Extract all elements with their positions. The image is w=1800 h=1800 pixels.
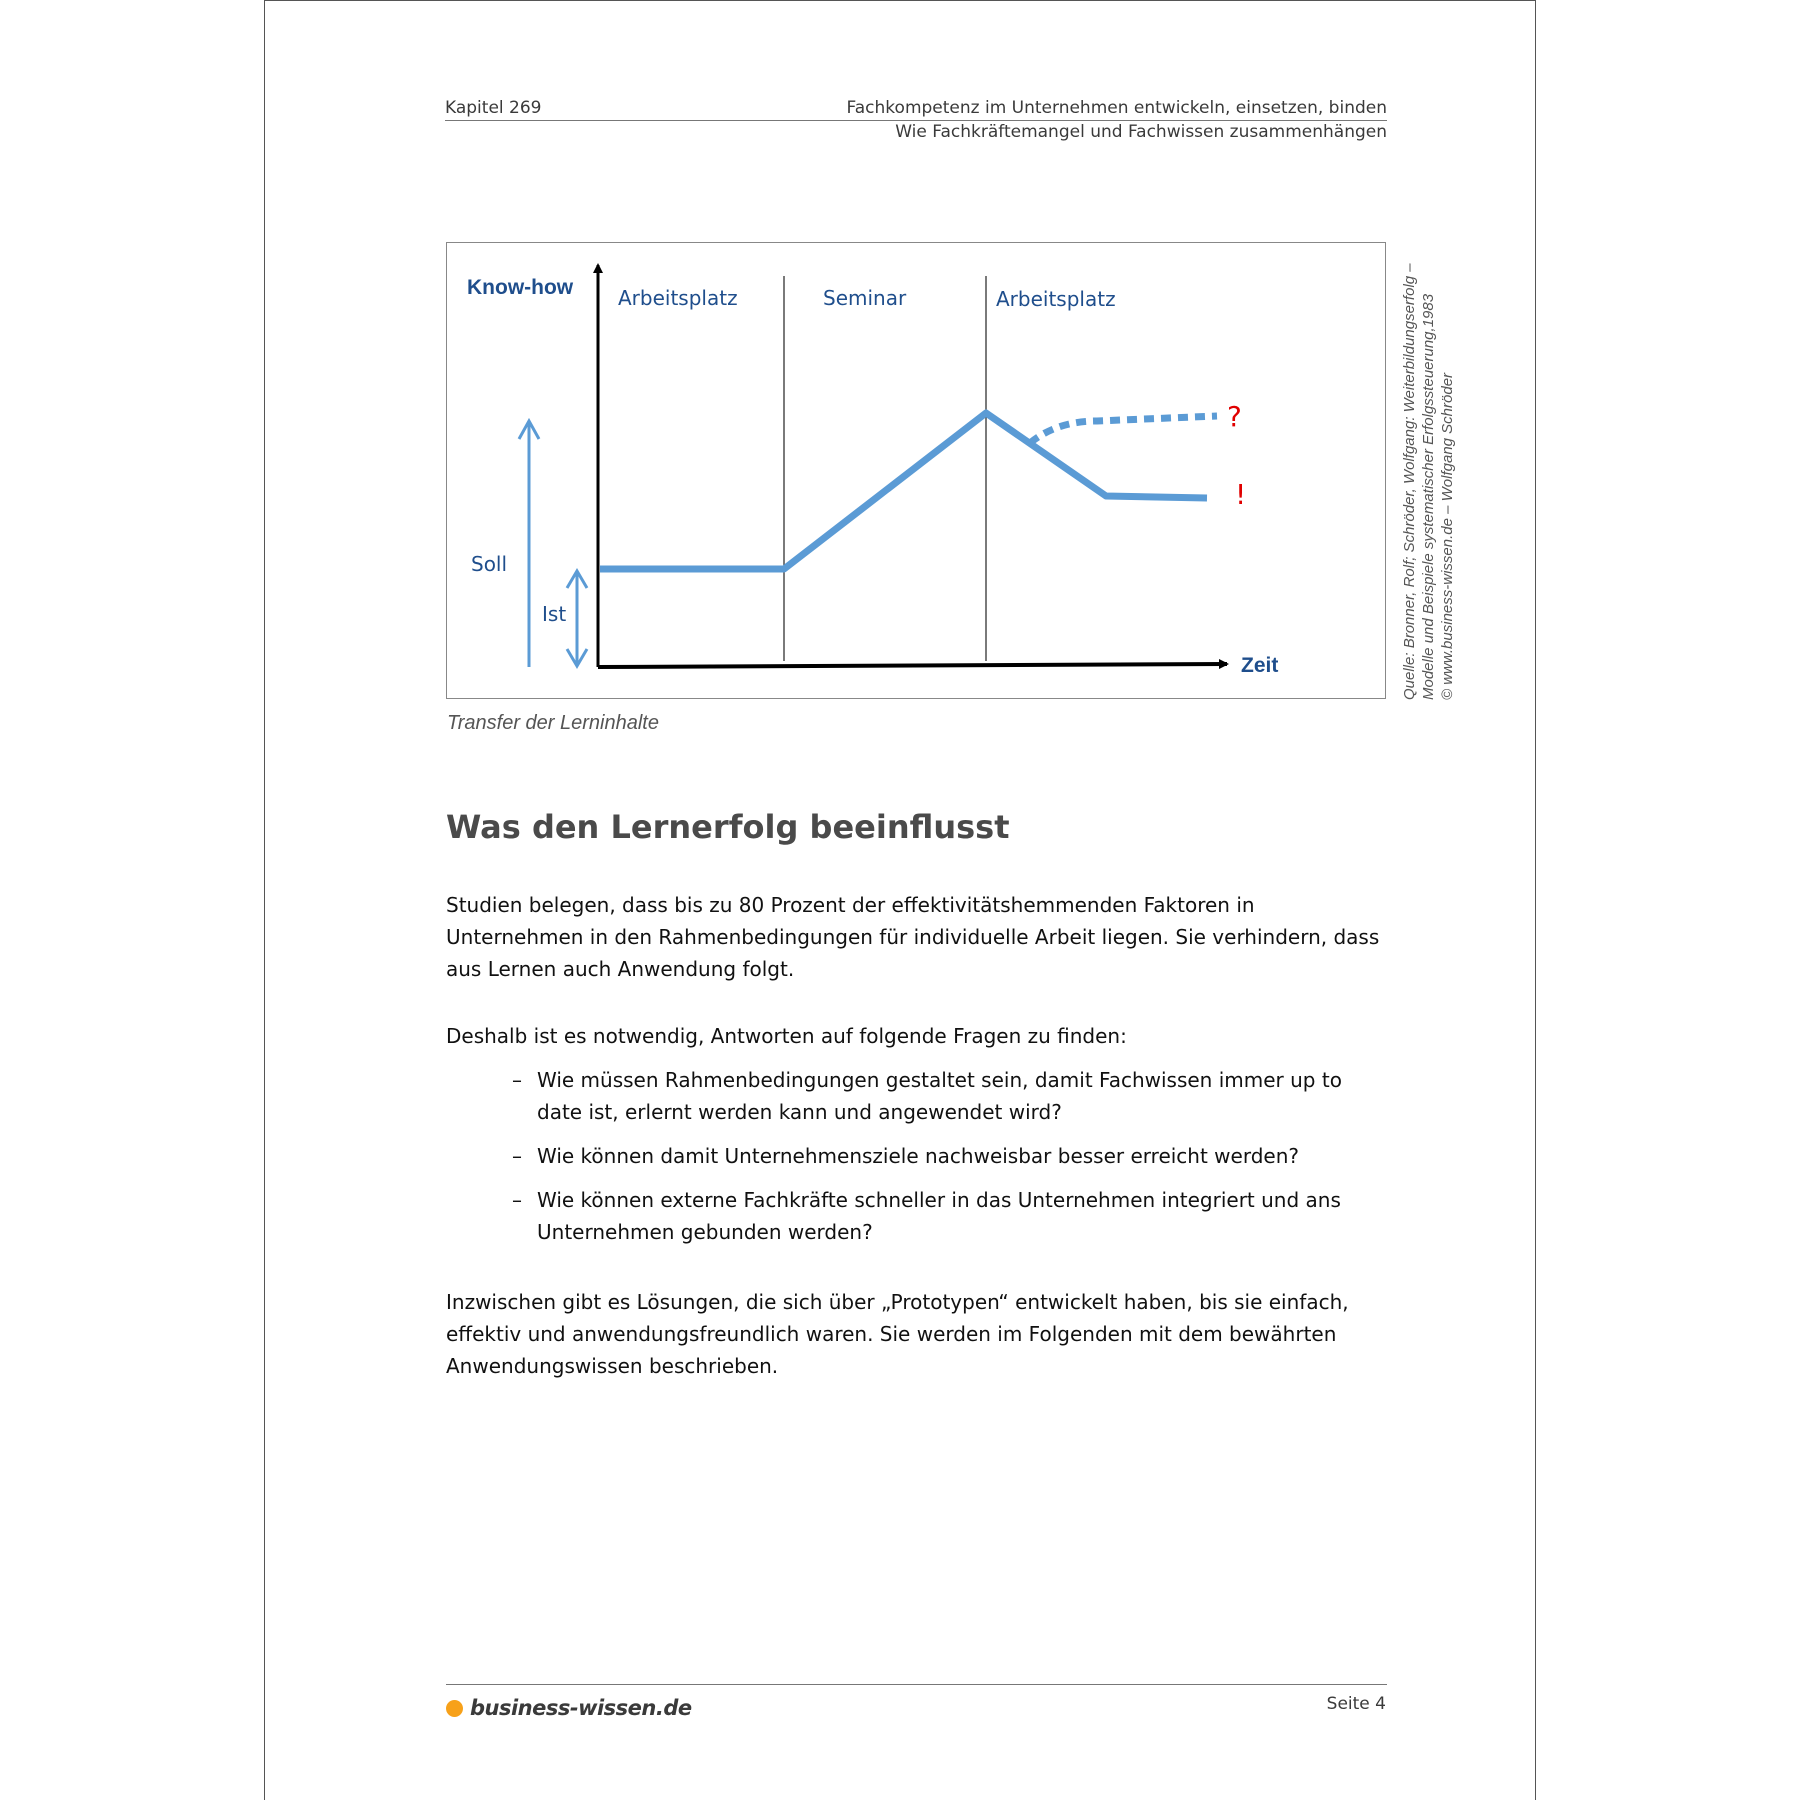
header-subtitle: Wie Fachkräftemangel und Fachwissen zusammenhängen — [895, 122, 1387, 142]
paragraph-3: Inzwischen gibt es Lösungen, die sich über „Prototypen“ entwickelt haben, bis sie einfach, effektiv und anwendungsfreundlich waren. Sie werden im Folgenden mit dem bewährten Anwendungswissen beschrieben. — [446, 1290, 1349, 1378]
knowhow-curve-hoped — [1030, 416, 1217, 443]
soll-label: Soll — [471, 552, 508, 576]
phase-label-3: Arbeitsplatz — [996, 287, 1116, 311]
figure-caption: Transfer der Lerninhalte — [447, 712, 659, 734]
transfer-diagram-svg — [447, 243, 1387, 700]
footer-divider — [446, 1684, 1387, 1685]
list-item: – Wie können damit Unternehmensziele nachweisbar besser erreicht werden? — [512, 1140, 1392, 1172]
footer-logo — [446, 1694, 692, 1722]
source-line-2: Modelle und Beispiele systematischer Erfolgssteuerung,1983 — [1420, 293, 1437, 700]
logo-dot-icon — [446, 1700, 463, 1717]
page-header — [445, 98, 1387, 121]
logo-text: business-wissen.de — [470, 1696, 692, 1720]
y-axis-label: Know-how — [467, 276, 574, 299]
transfer-diagram — [446, 242, 1386, 699]
x-axis-label: Zeit — [1241, 654, 1279, 677]
phase-label-2: Seminar — [823, 286, 907, 310]
knowhow-curve — [600, 413, 1207, 569]
ist-label: Ist — [542, 602, 567, 626]
source-line-1: Quelle: Bronner, Rolf; Schröder, Wolfgang: Weiterbildungserfolg – — [1401, 263, 1418, 700]
x-axis — [598, 664, 1227, 667]
list-item: – Wie müssen Rahmenbedingungen gestaltet sein, damit Fachwissen immer up to date ist, erlernt werden kann und angewendet wird? — [512, 1064, 1392, 1128]
phase-label-1: Arbeitsplatz — [618, 286, 738, 310]
section-heading: Was den Lernerfolg beeinflusst — [446, 808, 1010, 846]
paragraph-1: Studien belegen, dass bis zu 80 Prozent der effektivitätshemmenden Faktoren in Unternehmen in den Rahmenbedingungen für individuelle Arbeit liegen. Sie verhindern, dass aus Lernen auch Anwendung folgt. — [446, 893, 1380, 981]
chapter-label: Kapitel 269 — [445, 98, 542, 118]
source-line-3: © www.business-wissen.de – Wolfgang Schröder — [1439, 372, 1456, 700]
question-list — [512, 1064, 1392, 1260]
question-marker: ? — [1227, 400, 1242, 433]
paragraph-2: Deshalb ist es notwendig, Antworten auf folgende Fragen zu finden: — [446, 1024, 1127, 1048]
figure-source — [1400, 260, 1457, 700]
list-item: – Wie können externe Fachkräfte schneller in das Unternehmen integriert und ans Unternehmen gebunden werden? — [512, 1184, 1392, 1248]
page-number: Seite 4 — [1326, 1694, 1386, 1714]
header-title: Fachkompetenz im Unternehmen entwickeln, einsetzen, binden — [846, 98, 1387, 118]
exclamation-marker: ! — [1235, 478, 1247, 511]
